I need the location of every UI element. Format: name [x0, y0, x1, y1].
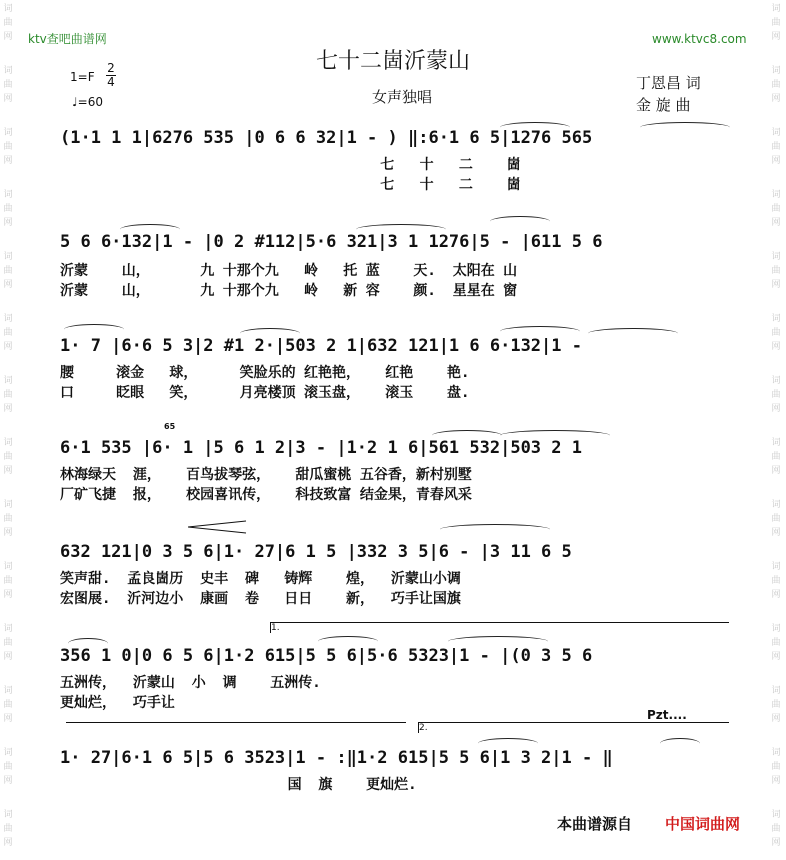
watermark-char: 曲	[3, 824, 13, 834]
watermark-right	[770, 0, 784, 860]
watermark-char: 网	[771, 714, 781, 724]
time-signature-top: 2	[107, 61, 115, 75]
watermark-char: 词	[771, 438, 781, 448]
watermark-char: 网	[771, 156, 781, 166]
watermark-char: 曲	[3, 18, 13, 28]
watermark-char: 词	[3, 4, 13, 14]
watermark-char: 曲	[771, 576, 781, 586]
lyrics-verse-1: 五洲传， 沂蒙山 小 调 五洲传.	[60, 675, 321, 691]
watermark-char: 词	[3, 686, 13, 696]
watermark-char: 网	[3, 218, 13, 228]
watermark-char: 网	[3, 590, 13, 600]
pizzicato-marking: Pzt....	[647, 708, 687, 722]
score-system-4	[60, 422, 730, 503]
watermark-char: 词	[771, 562, 781, 572]
time-signature	[106, 62, 116, 89]
watermark-char: 曲	[3, 762, 13, 772]
lyrics-verse-2: 厂矿飞捷 报， 校园喜讯传， 科技致富 结金果，青春风采	[60, 487, 472, 503]
watermark-char: 曲	[3, 390, 13, 400]
watermark-char: 词	[771, 252, 781, 262]
watermark-char: 网	[3, 776, 13, 786]
watermark-char: 词	[3, 500, 13, 510]
watermark-char: 曲	[771, 390, 781, 400]
watermark-char: 网	[3, 156, 13, 166]
song-title: 七十二崮沂蒙山	[315, 49, 470, 74]
watermark-char: 曲	[3, 80, 13, 90]
watermark-char: 网	[771, 218, 781, 228]
watermark-char: 网	[3, 94, 13, 104]
watermark-char: 词	[771, 66, 781, 76]
slur-mark	[640, 122, 730, 133]
watermark-char: 词	[3, 314, 13, 324]
slur-mark	[660, 738, 700, 749]
watermark-char: 网	[771, 528, 781, 538]
watermark-char: 词	[771, 810, 781, 820]
watermark-char: 网	[3, 404, 13, 414]
notation-line: 1· 7 |6·6 5 3|2 #1 2·|503 2 1|632 121|1 6 6·132|1 -	[60, 336, 582, 356]
lyrics-verse-2: 更灿烂， 巧手让	[60, 695, 175, 711]
watermark-char: 词	[771, 686, 781, 696]
watermark-char: 词	[3, 438, 13, 448]
lyrics-verse-1: 林海绿天 涯， 百鸟拔琴弦， 甜瓜蜜桃 五谷香，新村别墅	[60, 467, 472, 483]
notation-line: 1· 27|6·1 6 5|5 6 3523|1 - :‖1·2 615|5 5 6|1 3 2|1 - ‖	[60, 748, 613, 768]
source-site-right[interactable]: www.ktvc8.com	[652, 32, 747, 46]
time-signature-bottom: 4	[107, 75, 115, 89]
slur-mark	[490, 216, 550, 227]
watermark-char: 词	[3, 810, 13, 820]
watermark-char: 词	[771, 624, 781, 634]
watermark-char: 曲	[771, 638, 781, 648]
watermark-char: 网	[3, 466, 13, 476]
watermark-char: 曲	[771, 204, 781, 214]
watermark-char: 曲	[771, 18, 781, 28]
watermark-char: 词	[3, 252, 13, 262]
watermark-char: 网	[3, 342, 13, 352]
grace-note-ornament: 65	[164, 422, 176, 431]
watermark-char: 词	[771, 190, 781, 200]
score-system-3	[60, 334, 730, 400]
watermark-char: 网	[771, 342, 781, 352]
watermark-char: 曲	[771, 328, 781, 338]
lyrics-verse-1: 笑声甜. 孟良崮历 史丰 碑 铸辉 煌， 沂蒙山小调	[60, 571, 461, 587]
watermark-char: 网	[3, 280, 13, 290]
performance-type: 女声独唱	[372, 88, 433, 106]
key-signature: 1=F	[70, 70, 95, 84]
lyrics-verse-2: 七 十 二 崮	[60, 177, 521, 193]
watermark-char: 网	[771, 652, 781, 662]
watermark-char: 网	[3, 652, 13, 662]
watermark-char: 词	[3, 376, 13, 386]
watermark-char: 词	[771, 376, 781, 386]
lyrics-verse-2: 口 眨眼 笑， 月亮楼顶 滚玉盘， 滚玉 盘.	[60, 385, 470, 401]
watermark-char: 曲	[3, 266, 13, 276]
composer-credit: 金 旋 曲	[636, 96, 691, 114]
watermark-char: 曲	[771, 824, 781, 834]
watermark-char: 网	[3, 714, 13, 724]
first-ending-line	[66, 722, 406, 733]
slur-mark	[440, 524, 550, 535]
score-system-2	[60, 230, 730, 299]
watermark-char: 曲	[3, 638, 13, 648]
watermark-char: 网	[771, 280, 781, 290]
watermark-char: 曲	[771, 266, 781, 276]
watermark-char: 词	[771, 748, 781, 758]
watermark-char: 曲	[3, 452, 13, 462]
footer-source-label: 本曲谱源自	[557, 815, 633, 833]
watermark-char: 网	[771, 32, 781, 42]
watermark-char: 曲	[3, 328, 13, 338]
volta-bracket-2	[418, 722, 729, 733]
score-system-5	[60, 540, 730, 606]
watermark-char: 曲	[3, 700, 13, 710]
watermark-char: 曲	[771, 80, 781, 90]
slur-mark	[588, 328, 678, 339]
watermark-char: 网	[771, 466, 781, 476]
watermark-char: 词	[3, 66, 13, 76]
watermark-char: 网	[771, 404, 781, 414]
notation-line: 356 1 0|0 6 5 6|1·2 615|5 5 6|5·6 5323|1 - |(0 3 5 6	[60, 646, 593, 666]
watermark-char: 网	[3, 528, 13, 538]
lyrics-verse-1: 腰 滚金 球， 笑脸乐的 红艳艳， 红艳 艳.	[60, 365, 470, 381]
score-system-1	[60, 126, 730, 192]
source-site-left[interactable]: ktv查吧曲谱网	[28, 32, 107, 46]
watermark-char: 词	[3, 128, 13, 138]
watermark-char: 曲	[771, 700, 781, 710]
watermark-char: 词	[3, 562, 13, 572]
watermark-char: 曲	[771, 452, 781, 462]
tempo-marking: ♩=60	[72, 95, 103, 109]
lyrics-verse-2: 沂蒙 山， 九 十那个九 岭 新 容 颜. 星星在 窗	[60, 283, 518, 299]
watermark-char: 曲	[3, 142, 13, 152]
watermark-char: 词	[3, 190, 13, 200]
notation-line: (1·1 1 1|6276 535 |0 6 6 32|1 - ) ‖:6·1 6 5|1276 565	[60, 128, 593, 148]
lyrics-verse-1: 国 旗 更灿烂.	[60, 777, 417, 793]
notation-line: 632 121|0 3 5 6|1· 27|6 1 5 |332 3 5|6 - |3 11 6 5	[60, 542, 572, 562]
lyrics-verse-1: 沂蒙 山， 九 十那个九 岭 托 蓝 天. 太阳在 山	[60, 263, 518, 279]
watermark-char: 词	[771, 128, 781, 138]
watermark-char: 网	[771, 590, 781, 600]
volta-label-1: 1.	[271, 623, 280, 633]
watermark-char: 网	[3, 32, 13, 42]
score-system-7	[60, 746, 730, 796]
crescendo-hairpin	[188, 520, 248, 534]
watermark-char: 曲	[3, 514, 13, 524]
watermark-char: 曲	[771, 514, 781, 524]
notation-line: 6·1 535 |6· 1 |5 6 1 2|3 - |1·2 1 6|561 532|503 2 1	[60, 438, 582, 458]
slur-mark	[64, 324, 124, 335]
watermark-char: 曲	[3, 576, 13, 586]
watermark-char: 曲	[3, 204, 13, 214]
watermark-char: 词	[771, 314, 781, 324]
watermark-char: 网	[771, 94, 781, 104]
watermark-char: 词	[771, 4, 781, 14]
lyrics-verse-2: 宏图展. 沂河边小 康画 卷 日日 新， 巧手让国旗	[60, 591, 461, 607]
watermark-char: 曲	[771, 142, 781, 152]
watermark-char: 曲	[771, 762, 781, 772]
volta-label-2: 2.	[419, 723, 428, 733]
watermark-char: 网	[771, 776, 781, 786]
footer-source-name[interactable]: 中国词曲网	[665, 815, 741, 833]
watermark-char: 词	[771, 500, 781, 510]
watermark-char: 网	[771, 838, 781, 848]
watermark-char: 词	[3, 624, 13, 634]
volta-bracket-1	[270, 622, 729, 633]
lyricist-credit: 丁恩昌 词	[636, 74, 701, 92]
watermark-left	[2, 0, 16, 860]
watermark-char: 网	[3, 838, 13, 848]
lyrics-verse-1: 七 十 二 崮	[60, 157, 521, 173]
notation-line: 5 6 6·132|1 - |0 2 #112|5·6 321|3 1 1276|5 - |611 5 6	[60, 232, 603, 252]
score-system-6	[60, 644, 730, 710]
watermark-char: 词	[3, 748, 13, 758]
